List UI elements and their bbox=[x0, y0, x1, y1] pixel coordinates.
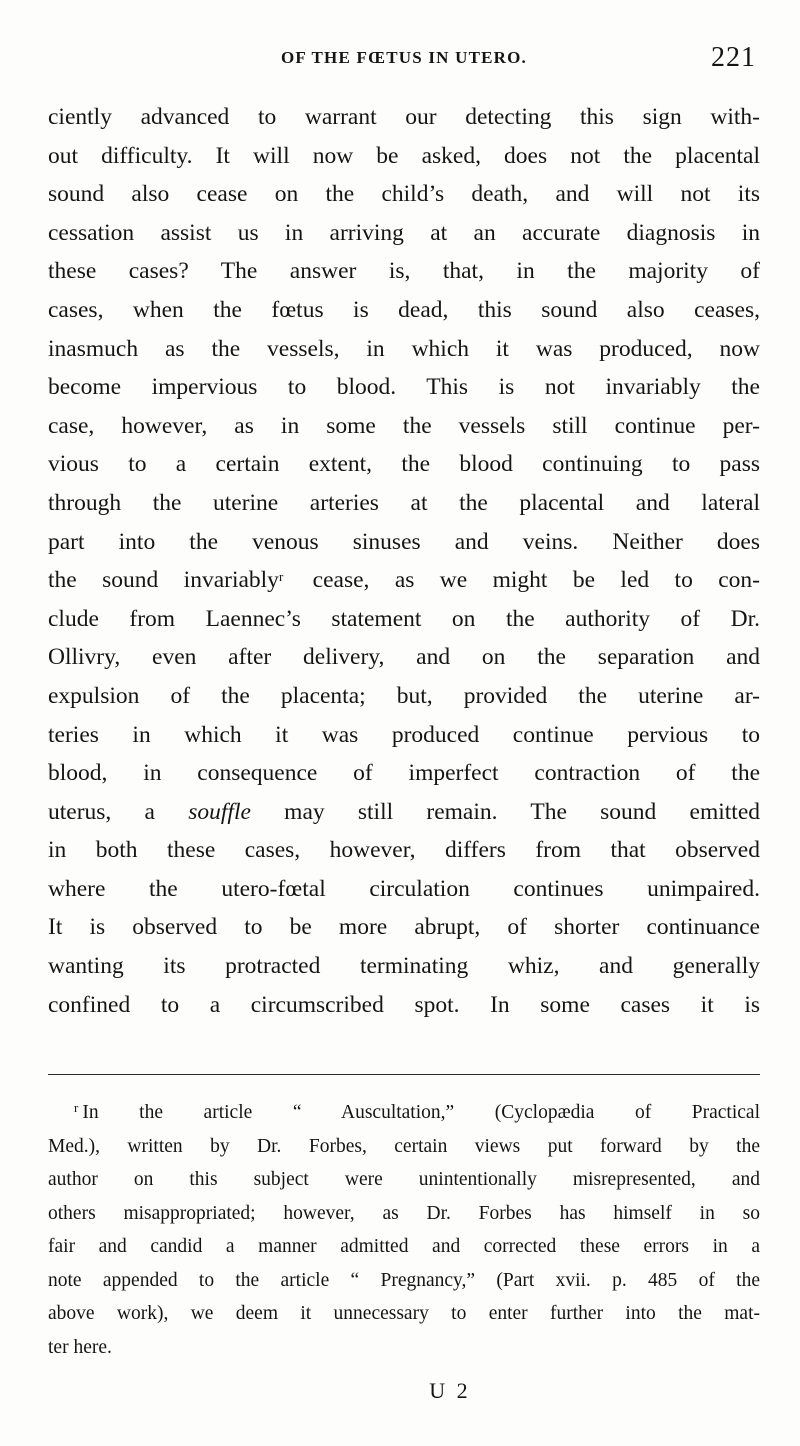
text-line-24: confined to a circumscribed spot. In some cases it is bbox=[48, 991, 760, 1018]
text-line-1: ciently advanced to warrant our detecting this sign with- bbox=[48, 104, 760, 130]
text-line-9: case, however, as in some the vessels still continue per- bbox=[48, 412, 760, 439]
running-title: OF THE FŒTUS IN UTERO. bbox=[280, 48, 528, 67]
text-line-4: cessation assist us in arriving at an accurate diagnosis in bbox=[48, 219, 760, 246]
text-line-14: clude from Laennec’s statement on the authority of Dr. bbox=[48, 605, 760, 632]
footnote-line-5: fair and candid a manner admitted and corrected these errors in a bbox=[48, 1236, 760, 1257]
text-line-10: vious to a certain extent, the blood continuing to pass bbox=[48, 451, 760, 478]
text-line-22: It is observed to be more abrupt, of shorter continuance bbox=[48, 914, 760, 941]
italic-term-souffle: souffle bbox=[188, 798, 251, 825]
footnote-separator-rule bbox=[48, 1074, 760, 1075]
footnote-mark: r bbox=[74, 1100, 79, 1115]
footnote-line-1 bbox=[48, 1096, 760, 1130]
footnote-line-8: ter here. bbox=[48, 1336, 112, 1358]
text-line-12: part into the venous sinuses and veins. Neither does bbox=[48, 528, 760, 555]
signature-mark: U 2 bbox=[429, 1378, 471, 1403]
footnote bbox=[48, 1096, 760, 1364]
body-text bbox=[48, 98, 760, 1024]
running-head bbox=[48, 42, 760, 78]
text-line-20: in both these cases, however, differs from that observed bbox=[48, 837, 760, 864]
page-number: 221 bbox=[711, 42, 756, 73]
footnote-line-4: others misappropriated; however, as Dr. Forbes has himself in so bbox=[48, 1202, 760, 1224]
text-line-13-end: cease, as we might be led to con- bbox=[287, 567, 760, 594]
text-line-11: through the uterine arteries at the placental and lateral bbox=[48, 489, 760, 516]
text-line-8: become impervious to blood. This is not invariably the bbox=[48, 374, 760, 401]
text-line-19 bbox=[48, 793, 760, 832]
text-line-19-start: uterus, a bbox=[48, 798, 189, 825]
footnote-line-1-text: In the article “ Auscultation,” (Cyclopædia of Practical bbox=[82, 1102, 760, 1123]
text-line-21: where the utero-fœtal circulation continues unimpaired. bbox=[48, 875, 760, 902]
footnote-line-7: above work), we deem it unnecessary to enter further into the mat- bbox=[48, 1303, 760, 1324]
text-line-13 bbox=[48, 561, 760, 600]
text-line-5: these cases? The answer is, that, in the majority of bbox=[48, 258, 760, 285]
text-line-16: expulsion of the placenta; but, provided the uterine ar- bbox=[48, 682, 760, 709]
text-line-2: out difficulty. It will now be asked, does not the placental bbox=[48, 142, 760, 169]
text-line-7: inasmuch as the vessels, in which it was produced, now bbox=[48, 335, 760, 362]
footnote-line-3: author on this subject were unintentionally misrepresented, and bbox=[48, 1169, 760, 1190]
text-line-17: teries in which it was produced continue pervious to bbox=[48, 721, 760, 748]
footnote-line-6: note appended to the article “ Pregnancy,” (Part xvii. p. 485 of the bbox=[48, 1269, 760, 1291]
text-line-18: blood, in consequence of imperfect contraction of the bbox=[48, 760, 760, 787]
text-line-15: Ollivry, even after delivery, and on the separation and bbox=[48, 644, 760, 671]
footnote-line-2: Med.), written by Dr. Forbes, certain views put forward by the bbox=[48, 1135, 760, 1157]
text-line-13-start: the sound invariably bbox=[48, 567, 279, 594]
text-line-19-end: may still remain. The sound emitted bbox=[250, 798, 760, 825]
footnote-reference-mark: r bbox=[278, 569, 284, 585]
text-line-3: sound also cease on the child’s death, and will not its bbox=[48, 181, 760, 208]
text-line-6: cases, when the fœtus is dead, this sound also ceases, bbox=[48, 296, 760, 323]
text-line-23: wanting its protracted terminating whiz, and generally bbox=[48, 953, 760, 980]
